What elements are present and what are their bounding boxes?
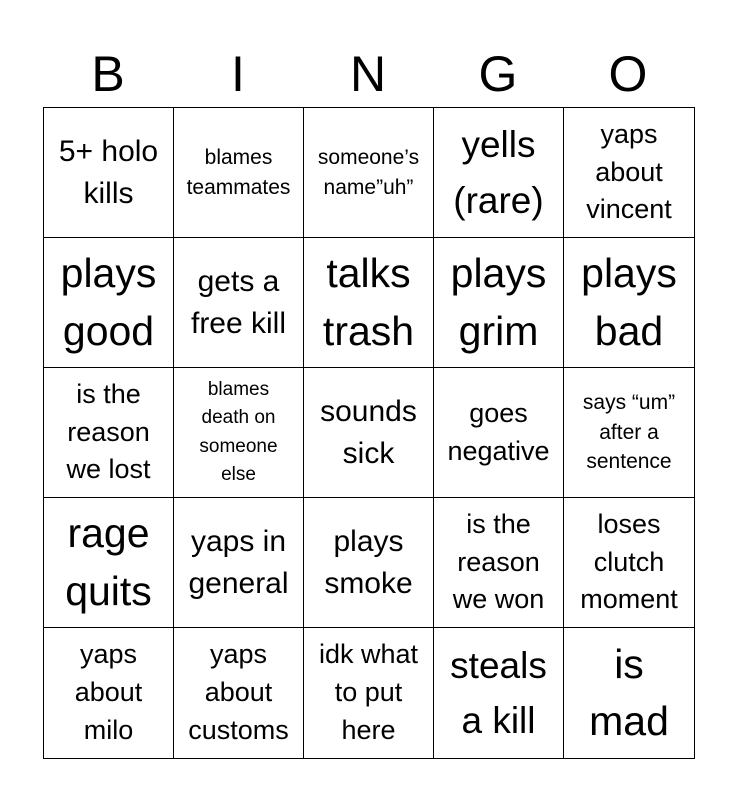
cell-text: yaps about milo [74, 639, 143, 745]
cell-text: yaps about customs [188, 639, 289, 745]
cell-text: someone’s name”uh” [317, 146, 420, 199]
cell-text: loses clutch moment [580, 508, 678, 615]
bingo-cell[interactable] [304, 498, 434, 628]
cell-text: gets a free kill [190, 265, 287, 340]
header-letter-n: N [349, 46, 387, 102]
cell-text: blames death on someone else [199, 379, 278, 485]
cell-text: yells (rare) [453, 124, 544, 221]
cell-text: plays bad [581, 250, 677, 354]
bingo-cell[interactable] [44, 498, 174, 628]
bingo-cell[interactable] [564, 108, 694, 238]
bingo-cell[interactable] [44, 108, 174, 238]
header-letter-b: B [91, 46, 125, 102]
cell-text: talks trash [322, 250, 415, 354]
cell-text: rage quits [65, 510, 152, 614]
cell-text: plays good [60, 250, 157, 354]
bingo-cell[interactable] [434, 238, 564, 368]
bingo-cell[interactable] [174, 108, 304, 238]
cell-text: plays smoke [324, 525, 413, 600]
bingo-cell[interactable] [304, 368, 434, 498]
cell-text: yaps in general [188, 525, 289, 600]
bingo-board [43, 107, 695, 759]
bingo-cell[interactable] [44, 238, 174, 368]
bingo-cell[interactable] [564, 368, 694, 498]
bingo-cell[interactable] [304, 238, 434, 368]
cell-text: blames teammates [186, 146, 291, 199]
cell-text: sounds sick [320, 395, 417, 470]
bingo-cell[interactable] [564, 628, 694, 758]
bingo-cell[interactable] [44, 628, 174, 758]
bingo-cell[interactable] [174, 238, 304, 368]
header-letter-o: O [608, 46, 648, 102]
bingo-header [43, 40, 693, 108]
header-letter-i: I [231, 46, 245, 102]
cell-text: is mad [589, 640, 669, 744]
bingo-cell[interactable] [434, 368, 564, 498]
bingo-cell[interactable] [434, 498, 564, 628]
bingo-cell[interactable] [304, 108, 434, 238]
header-letter-g: G [478, 46, 518, 102]
bingo-cell[interactable] [564, 238, 694, 368]
cell-text: 5+ holo kills [58, 135, 159, 210]
bingo-cell[interactable] [174, 498, 304, 628]
bingo-cell[interactable] [174, 628, 304, 758]
bingo-cell[interactable] [434, 108, 564, 238]
cell-text: says “um” after a sentence [582, 391, 676, 474]
cell-text: goes negative [447, 397, 550, 466]
cell-text: plays grim [450, 250, 547, 354]
cell-text: is the reason we won [452, 508, 545, 615]
cell-text: idk what to put here [318, 639, 419, 745]
cell-text: yaps about vincent [586, 118, 672, 225]
bingo-cell[interactable] [174, 368, 304, 498]
bingo-cell[interactable] [564, 498, 694, 628]
bingo-cell[interactable] [304, 628, 434, 758]
cell-text: steals a kill [450, 644, 547, 741]
bingo-cell[interactable] [44, 368, 174, 498]
bingo-cell[interactable] [434, 628, 564, 758]
cell-text: is the reason we lost [66, 378, 151, 485]
